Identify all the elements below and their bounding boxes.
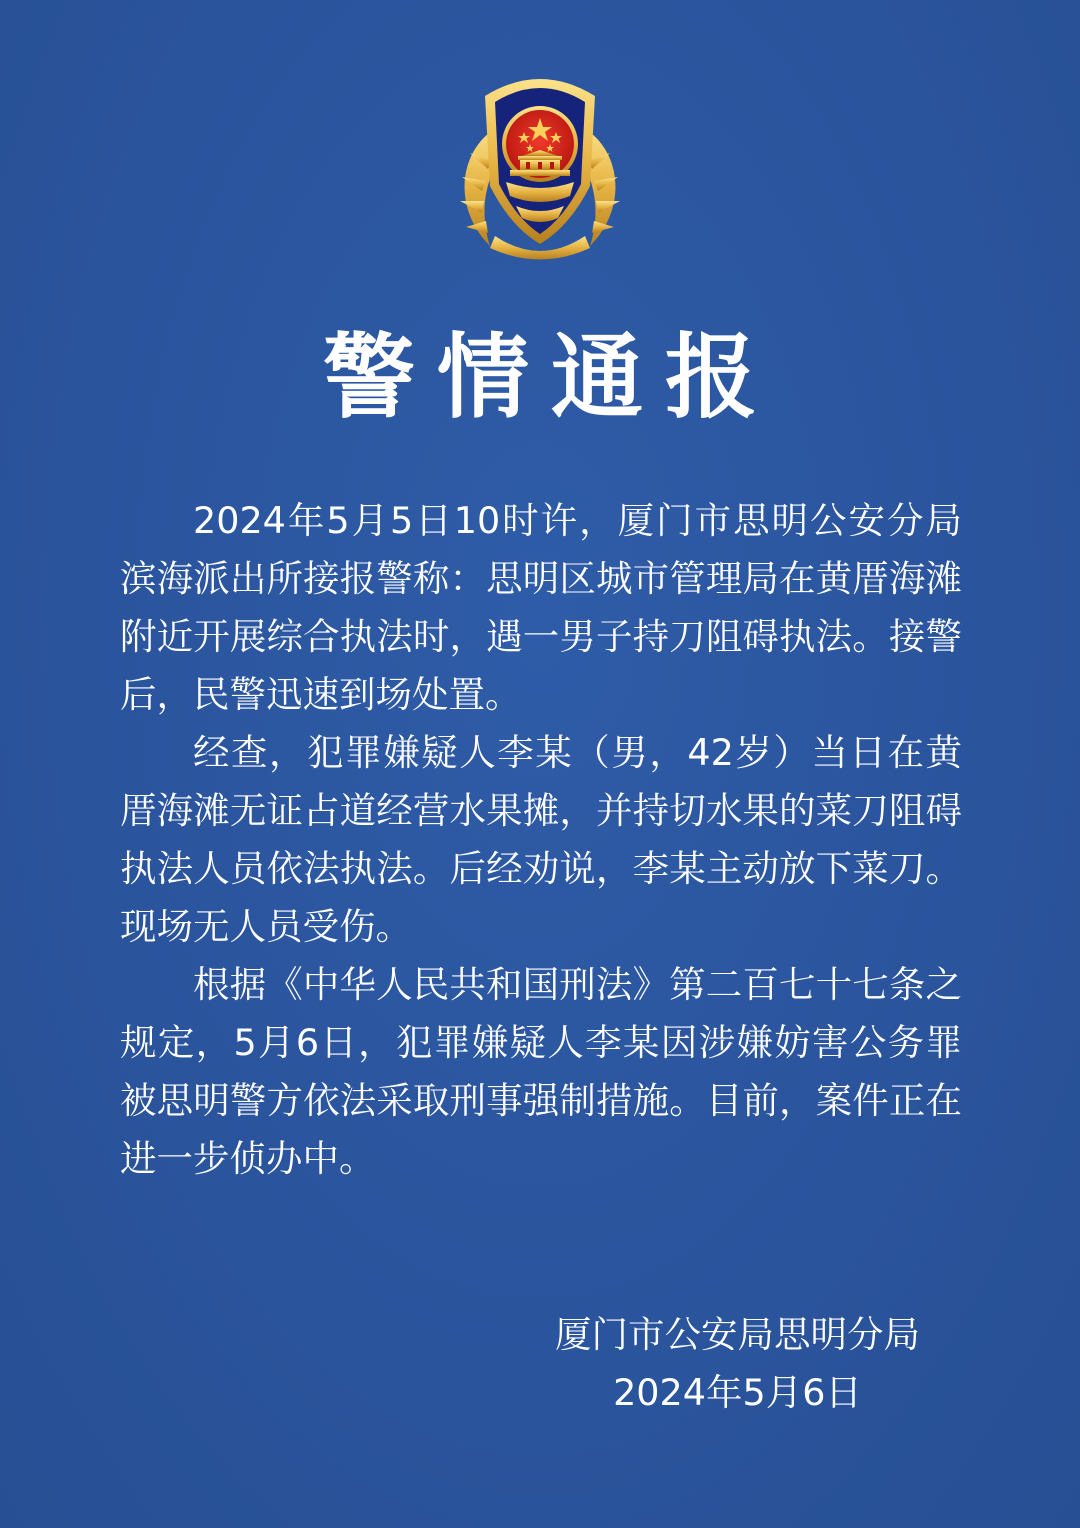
issuing-organization: 厦门市公安局思明分局 [555, 1313, 920, 1356]
notice-body [120, 492, 962, 1188]
police-emblem-icon [440, 66, 640, 266]
paragraph-2: 经查，犯罪嫌疑人李某（男，42岁）当日在黄厝海滩无证占道经营水果摊，并持切水果的菜刀阻碍执法人员依法执法。后经劝说，李某主动放下菜刀。现场无人员受伤。 [120, 731, 962, 948]
signature-block [500, 1306, 975, 1422]
paragraph-1: 2024年5月5日10时许，厦门市思明公安分局滨海派出所接报警称：思明区城市管理局在黄厝海滩附近开展综合执法时，遇一男子持刀阻碍执法。接警后，民警迅速到场处置。 [120, 499, 962, 716]
page-title: 警情通报 [322, 324, 779, 431]
paragraph-3: 根据《中华人民共和国刑法》第二百七十七条之规定，5月6日，犯罪嫌疑人李某因涉嫌妨害公务罪被思明警方依法采取刑事强制措施。目前，案件正在进一步侦办中。 [120, 963, 962, 1180]
issue-date: 2024年5月6日 [613, 1371, 862, 1414]
